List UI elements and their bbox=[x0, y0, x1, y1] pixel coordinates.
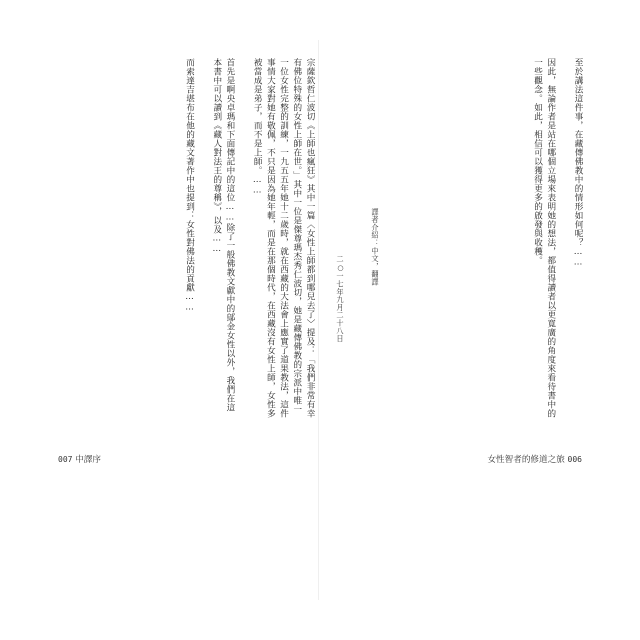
left-running-head: 中譯序 bbox=[75, 455, 101, 465]
left-paragraph-1: 宗薩欽哲仁波切《上師也瘋狂》其中一篇〈女性上師都到哪兒去了〉提及：「我們非常有幸有佛位特殊的女性上師在世。」其中一位是傑尊瑪杰秀仁波切，她是藏傳佛教的宗派中唯一一位女性完整的訓練，一九五五年她十二歲時，就在西藏的大法會上應實了道果教法，這件事情大家對她有敬佩，不只是因為她年輕，而是在那個時代，在西藏沒有女性上師，女性多被當成是弟子，而不是上師。…… bbox=[252, 58, 315, 418]
signature-date: 二○一七年九月二十八日 bbox=[336, 255, 345, 343]
right-page-body bbox=[530, 58, 584, 418]
left-paragraph-3: 而索達吉堪布在他的藏文著作中也提到：女性對佛法的貢獻…… bbox=[184, 58, 195, 313]
page-gutter bbox=[318, 40, 319, 600]
left-page-number: 007 bbox=[58, 455, 73, 464]
right-page-number: 006 bbox=[567, 455, 582, 464]
translator-note: 譯者介紹：中文，翻譯 bbox=[371, 208, 380, 286]
right-footer bbox=[487, 453, 582, 465]
right-running-head: 女性智者的修道之旅 bbox=[487, 455, 565, 465]
left-page-body bbox=[182, 58, 316, 418]
right-paragraph-2: 因此，無論作者是站在哪個立場來表明她的想法，都值得讀者以更寬廣的角度來看待書中的一些觀念。如此，相信可以獲得更多的啟發與收穫。 bbox=[532, 58, 556, 418]
right-paragraph-1: 至於講法這件事，在藏傳佛教中的情形如何呢？…… bbox=[573, 58, 583, 268]
left-page bbox=[58, 58, 316, 418]
left-paragraph-2: 首先是啊央卓瑪和下面傳記中的這位……除了一般佛教文獻中的鄔金女性以外，我們在這本書中可以讀到《藏人對法王的尊稱》，以及…… bbox=[211, 58, 235, 412]
right-page bbox=[322, 58, 584, 418]
left-footer bbox=[58, 453, 101, 465]
